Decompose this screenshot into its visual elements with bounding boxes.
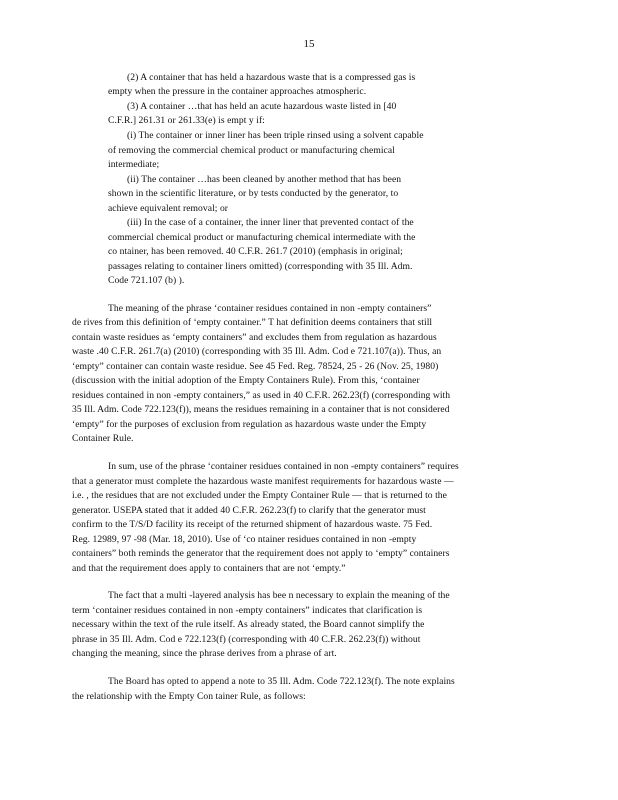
quote-line: (i) The container or inner liner has been triple rinsed using a solvent capable: [127, 130, 424, 141]
quote-line: of removing the commercial chemical product or manufacturing chemical: [108, 145, 395, 156]
paragraph-line: contain waste residues as ‘empty containers” and excludes them from regulation as hazardous: [72, 332, 437, 343]
quote-line: (ii) The container …has been cleaned by another method that has been: [127, 174, 402, 185]
quote-line: Code 721.107 (b) ).: [108, 275, 185, 286]
quote-line: empty when the pressure in the container approaches atmospheric.: [108, 86, 367, 97]
quote-line: achieve equivalent removal; or: [108, 203, 229, 214]
paragraph-line: confirm to the T/S/D facility its receipt of the returned shipment of hazardous waste. 75 Fed.: [72, 519, 433, 530]
quote-line: passages relating to container liners omitted) (corresponding with 35 Ill. Adm.: [108, 261, 413, 272]
paragraph-line: that a generator must complete the hazardous waste manifest requirements for hazardous waste —: [72, 476, 454, 487]
quote-line: commercial chemical product or manufacturing chemical intermediate with the: [108, 232, 416, 243]
quote-line: (3) A container …that has held an acute hazardous waste listed in [40: [127, 101, 397, 112]
paragraph-line: ‘empty” container can contain waste residue. See 45 Fed. Reg. 78524, 25 - 26 (Nov. 25, 1980): [72, 361, 439, 372]
quote-line: intermediate;: [108, 159, 160, 170]
quote-line: (2) A container that has held a hazardous waste that is a compressed gas is: [127, 72, 416, 83]
paragraph-line: ‘empty” for the purposes of exclusion from regulation as hazardous waste under the Empty: [72, 419, 427, 430]
paragraph-line: (discussion with the initial adoption of the Empty Containers Rule). From this, ‘container: [72, 375, 420, 386]
page-number: 15: [303, 38, 315, 50]
paragraph-line: phrase in 35 Ill. Adm. Cod e 722.123(f) (corresponding with 40 C.F.R. 262.23(f)) without: [72, 634, 421, 645]
paragraph-line: changing the meaning, since the phrase derives from a phrase of art.: [72, 648, 337, 659]
quote-line: C.F.R.] 261.31 or 261.33(e) is empt y if:: [108, 115, 265, 126]
paragraph-line: The fact that a multi -layered analysis has bee n necessary to explain the meaning of the: [108, 590, 450, 601]
paragraph-line: de rives from this definition of ‘empty container.” T hat definition deems containers that still: [72, 317, 433, 328]
quote-line: shown in the scientific literature, or by tests conducted by the generator, to: [108, 188, 399, 199]
paragraph-line: waste .40 C.F.R. 261.7(a) (2010) (corresponding with 35 Ill. Adm. Cod e 721.107(a)). Thus, an: [72, 346, 442, 357]
quote-line: (iii) In the case of a container, the inner liner that prevented contact of the: [127, 217, 414, 228]
paragraph-line: 35 Ill. Adm. Code 722.123(f)), means the residues remaining in a container that is not considered: [72, 404, 450, 415]
paragraph-line: containers” both reminds the generator that the requirement does not apply to ‘empty” containers: [72, 548, 450, 559]
paragraph-line: Container Rule.: [72, 433, 134, 444]
quote-line: co ntainer, has been removed. 40 C.F.R. 261.7 (2010) (emphasis in original;: [108, 246, 403, 257]
paragraph-line: residues contained in non -empty containers,” as used in 40 C.F.R. 262.23(f) (corresponding with: [72, 390, 451, 401]
paragraph-line: and that the requirement does apply to containers that are not ‘empty.”: [72, 563, 346, 574]
paragraph-line: necessary within the text of the rule itself. As already stated, the Board cannot simplify the: [72, 619, 425, 630]
paragraph-line: The Board has opted to append a note to 35 Ill. Adm. Code 722.123(f). The note explains: [108, 676, 455, 687]
paragraph-line: Reg. 12989, 97 -98 (Mar. 18, 2010). Use of ‘co ntainer residues contained in non -empty: [72, 534, 417, 545]
paragraph-line: the relationship with the Empty Con tainer Rule, as follows:: [72, 691, 306, 702]
paragraph-line: term ‘container residues contained in non -empty containers” indicates that clarification is: [72, 605, 423, 616]
paragraph-line: In sum, use of the phrase ‘container residues contained in non -empty containers” requires: [108, 461, 459, 472]
paragraph-line: generator. USEPA stated that it added 40 C.F.R. 262.23(f) to clarify that the generator must: [72, 505, 426, 516]
paragraph-line: i.e. , the residues that are not excluded under the Empty Container Rule — that is returned to the: [72, 490, 447, 501]
paragraph-line: The meaning of the phrase ‘container residues contained in non -empty containers”: [108, 303, 432, 314]
